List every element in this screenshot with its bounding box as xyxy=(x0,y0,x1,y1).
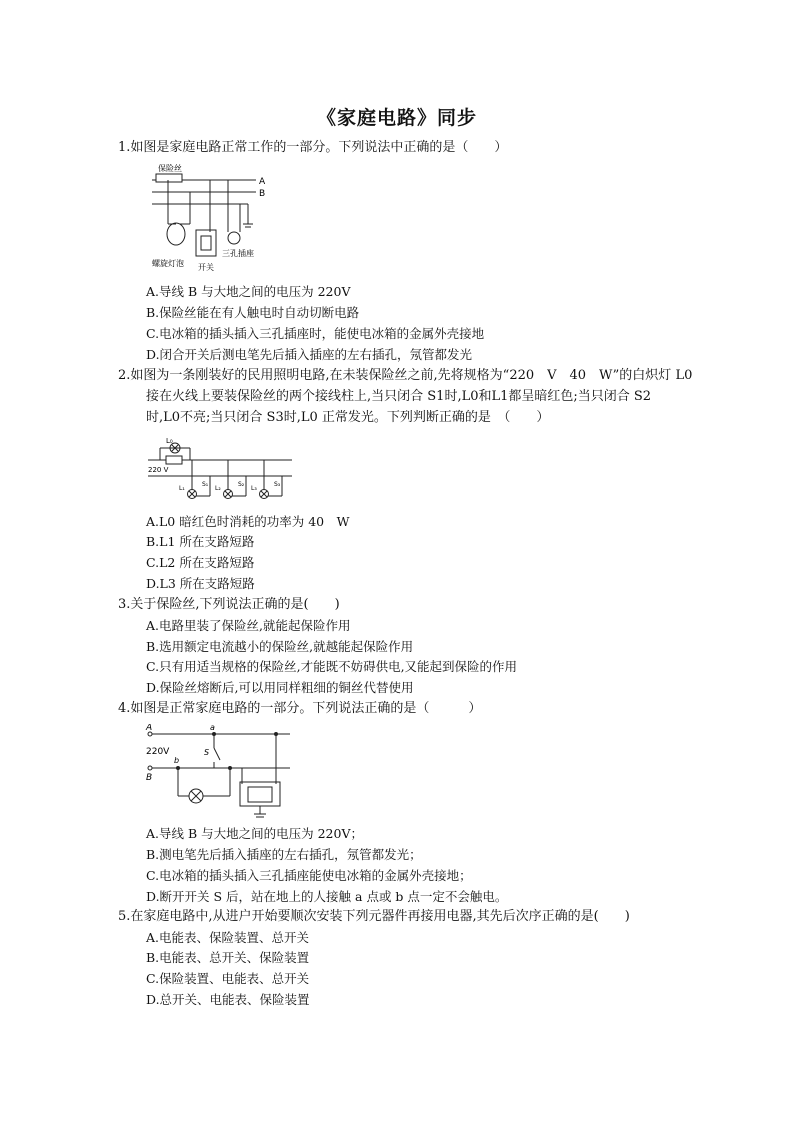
q1-option-c: C.电冰箱的插头插入三孔插座时，能使电冰箱的金属外壳接地 xyxy=(146,326,485,341)
q1-option-a: A.导线 B 与大地之间的电压为 220V xyxy=(146,284,351,299)
question-2-stem-line-1: 2.如图为一条刚装好的民用照明电路,在未装保险丝之前,先将规格为“220 V 40 W”的白炽灯 L0 xyxy=(118,368,693,383)
l1-label: L₁ xyxy=(179,485,185,492)
q5-option-b: B.电能表、总开关、保险装置 xyxy=(146,950,310,965)
s2-label: S₂ xyxy=(238,481,245,488)
l3-label: L₃ xyxy=(251,485,257,492)
question-1-circuit-figure xyxy=(148,162,278,274)
q3-option-d: D.保险丝熔断后,可以用同样粗细的铜丝代替使用 xyxy=(146,680,414,695)
q2-option-d: D.L3 所在支路短路 xyxy=(146,576,255,591)
question-2-stem-line-3: 时,L0不亮;当只闭合 S3时,L0 正常发光。下列判断正确的是 （ ） xyxy=(146,410,550,425)
q1-option-b: B.保险丝能在有人触电时自动切断电路 xyxy=(146,305,360,320)
l2-label: L₂ xyxy=(215,485,221,492)
s3-label: S₃ xyxy=(274,481,281,488)
q3-option-c: C.只有用适当规格的保险丝,才能既不妨碍供电,又能起到保险的作用 xyxy=(146,659,518,674)
fuse-label: 保险丝 xyxy=(158,164,182,173)
voltage-label: 220V xyxy=(146,747,170,757)
question-2-stem-line-2: 接在火线上要装保险丝的两个接线柱上,当只闭合 S1时,L0和L1都呈暗红色;当只闭合 S2 xyxy=(146,389,652,404)
question-1-stem: 1.如图是家庭电路正常工作的一部分。下列说法中正确的是（ ） xyxy=(118,140,508,155)
question-4-stem: 4.如图是正常家庭电路的一部分。下列说法正确的是（ ） xyxy=(118,701,482,716)
q2-option-a: A.L0 暗红色时消耗的功率为 40 W xyxy=(146,514,350,529)
question-3-stem: 3.关于保险丝,下列说法正确的是( ) xyxy=(118,597,340,612)
point-a-label: a xyxy=(210,724,215,732)
question-2-circuit-figure xyxy=(146,436,294,504)
line-a-label: A xyxy=(146,724,153,733)
q4-option-c: C.电冰箱的插头插入三孔插座能使电冰箱的金属外壳接地； xyxy=(146,868,472,883)
q2-option-b: B.L1 所在支路短路 xyxy=(146,534,255,549)
point-b-label: b xyxy=(174,756,180,765)
line-b-label: B xyxy=(146,773,153,783)
q5-option-c: C.保险装置、电能表、总开关 xyxy=(146,971,310,986)
voltage-label: 220 V xyxy=(148,466,169,474)
q5-option-d: D.总开关、电能表、保险装置 xyxy=(146,992,310,1007)
l0-label: L₀ xyxy=(166,437,173,445)
switch-label: 开关 xyxy=(198,263,214,272)
q3-option-a: A.电路里装了保险丝,就能起保险作用 xyxy=(146,618,351,633)
q2-option-c: C.L2 所在支路短路 xyxy=(146,555,255,570)
switch-s-label: S xyxy=(204,748,210,757)
page-title: 《家庭电路》同步 xyxy=(316,107,477,129)
s1-label: S₁ xyxy=(202,481,209,488)
bulb-label: 螺旋灯泡 xyxy=(152,259,184,268)
line-b-label: B xyxy=(259,189,266,199)
question-4-circuit-figure xyxy=(144,724,294,820)
q4-option-d: D.断开开关 S 后，站在地上的人接触 a 点或 b 点一定不会触电。 xyxy=(146,889,508,904)
line-a-label: A xyxy=(259,177,266,187)
q1-option-d: D.闭合开关后测电笔先后插入插座的左右插孔，氖管都发光 xyxy=(146,347,473,362)
q4-option-b: B.测电笔先后插入插座的左右插孔，氖管都发光； xyxy=(146,847,422,862)
q3-option-b: B.选用额定电流越小的保险丝,就越能起保险作用 xyxy=(146,639,414,654)
question-5-stem: 5.在家庭电路中,从进户开始要顺次安装下列元器件再接用电器,其先后次序正确的是( ) xyxy=(118,909,630,924)
q4-option-a: A.导线 B 与大地之间的电压为 220V； xyxy=(146,826,363,841)
socket-label: 三孔插座 xyxy=(222,249,254,258)
q5-option-a: A.电能表、保险装置、总开关 xyxy=(146,930,310,945)
